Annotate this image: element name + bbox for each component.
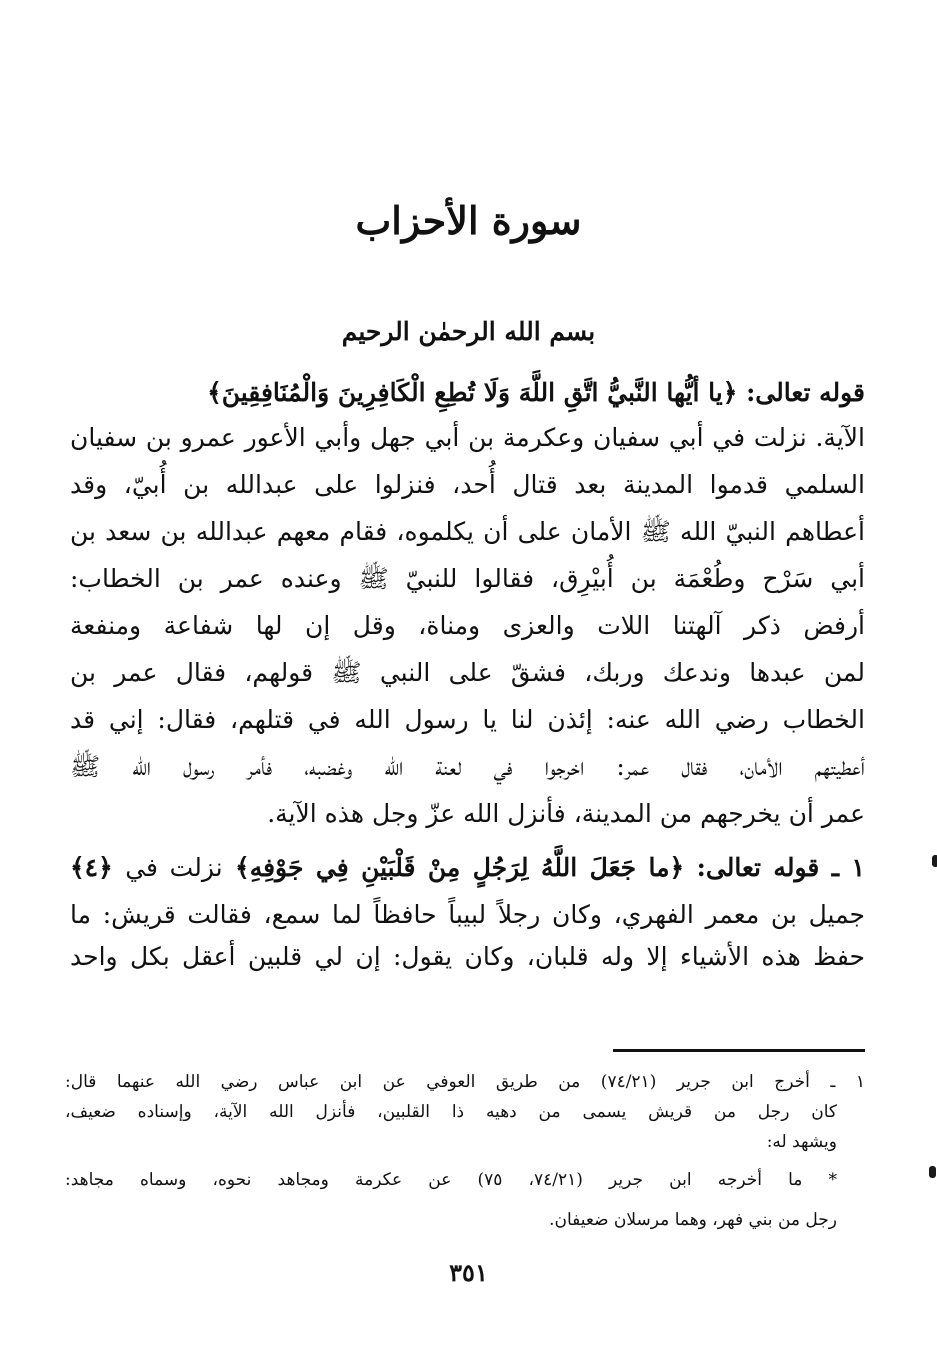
verse-4-text-line: حفظ هذه الأشياء إلا وله قلبان، وكان يقول: إن لي قلبين أعقل بكل واحد	[70, 942, 865, 971]
verse-4-marker: ﴿٤﴾	[70, 853, 113, 882]
intro-line: لمن عبدها وندعك وربك، فشقّ على النبي ﷺ قولهم، فقال عمر بن	[70, 658, 865, 687]
verse-4-line	[70, 851, 865, 885]
verse-4-number: ١ ـ	[831, 853, 865, 882]
verse-4-text-line: جميل بن معمر الفهري، وكان رجلاً لبيباً حافظاً لما سمع، فقالت قريش: ما	[70, 900, 865, 929]
margin-mark	[929, 1166, 936, 1178]
intro-line: الخطاب رضي الله عنه: إئذن لنا يا رسول الله في قتلهم، فقال: إني قد	[70, 705, 865, 734]
surah-title: سورة الأحزاب	[355, 198, 582, 243]
basmala: بسم الله الرحمٰن الرحيم	[341, 317, 596, 346]
verse-4-verse: ﴿ما جَعَلَ اللَّهُ لِرَجُلٍ مِنْ قَلْبَيْنِ فِي جَوْفِهِ﴾	[235, 853, 685, 882]
footnote-line: ١ ـ أخرج ابن جرير (٧٤/٢١) من طريق العوفي عن ابن عباس رضي الله عنهما قال:	[65, 1072, 865, 1092]
verse-4-tail: نزلت في	[125, 853, 223, 882]
footnote-line: * ما أخرجه ابن جرير (٧٤/٢١، ٧٥) عن عكرمة ومجاهد نحوه، وسماه مجاهد:	[65, 1170, 837, 1190]
intro-line: أرفض ذكر آلهتنا اللات والعزى ومناة، وقل إن لها شفاعة ومنفعة	[70, 611, 865, 640]
intro-line: عمر أن يخرجهم من المدينة، فأنزل الله عزّ وجل هذه الآية.	[267, 799, 865, 828]
verse-4-lead: قوله تعالى:	[696, 853, 820, 882]
footnote-line: كان رجل من قريش يسمى من دهيه ذا القلبين، فأنزل الله الآية، وإسناده ضعيف،	[65, 1102, 837, 1122]
intro-line: أعطيتهم الأمان، فقال عمر: اخرجوا في لعنة الله وغضبه، فأمر رسول الله ﷺ	[70, 752, 865, 781]
intro-verse-line	[70, 376, 865, 410]
footnote-line: رجل من بني فهر، وهما مرسلان ضعيفان.	[549, 1210, 837, 1230]
margin-mark	[932, 855, 937, 867]
intro-line: الآية. نزلت في أبي سفيان وعكرمة بن أبي جهل وأبي الأعور عمرو بن سفيان	[70, 423, 865, 452]
page-number: ٣٥١	[449, 1258, 488, 1287]
intro-line: السلمي قدموا المدينة بعد قتال أُحد، فنزلوا على عبدالله بن أُبيّ، وقد	[70, 470, 865, 499]
intro-line: أعطاهم النبيّ الله ﷺ الأمان على أن يكلموه، فقام معهم عبدالله بن سعد بن	[70, 517, 865, 546]
footnote-line: ويشهد له:	[766, 1132, 837, 1152]
intro-verse: ﴿يا أيُّها النَّبيُّ اتَّقِ اللَّهَ وَلَا تُطِعِ الْكَافِرِينَ وَالْمُنَافِقِينَ﴾	[207, 378, 738, 407]
footnote-rule	[613, 1049, 865, 1052]
intro-lead: قوله تعالى:	[746, 378, 865, 407]
intro-line: أبي سَرْح وطُعْمَة بن أُبيْرِق، فقالوا للنبيّ ﷺ وعنده عمر بن الخطاب:	[70, 564, 865, 593]
